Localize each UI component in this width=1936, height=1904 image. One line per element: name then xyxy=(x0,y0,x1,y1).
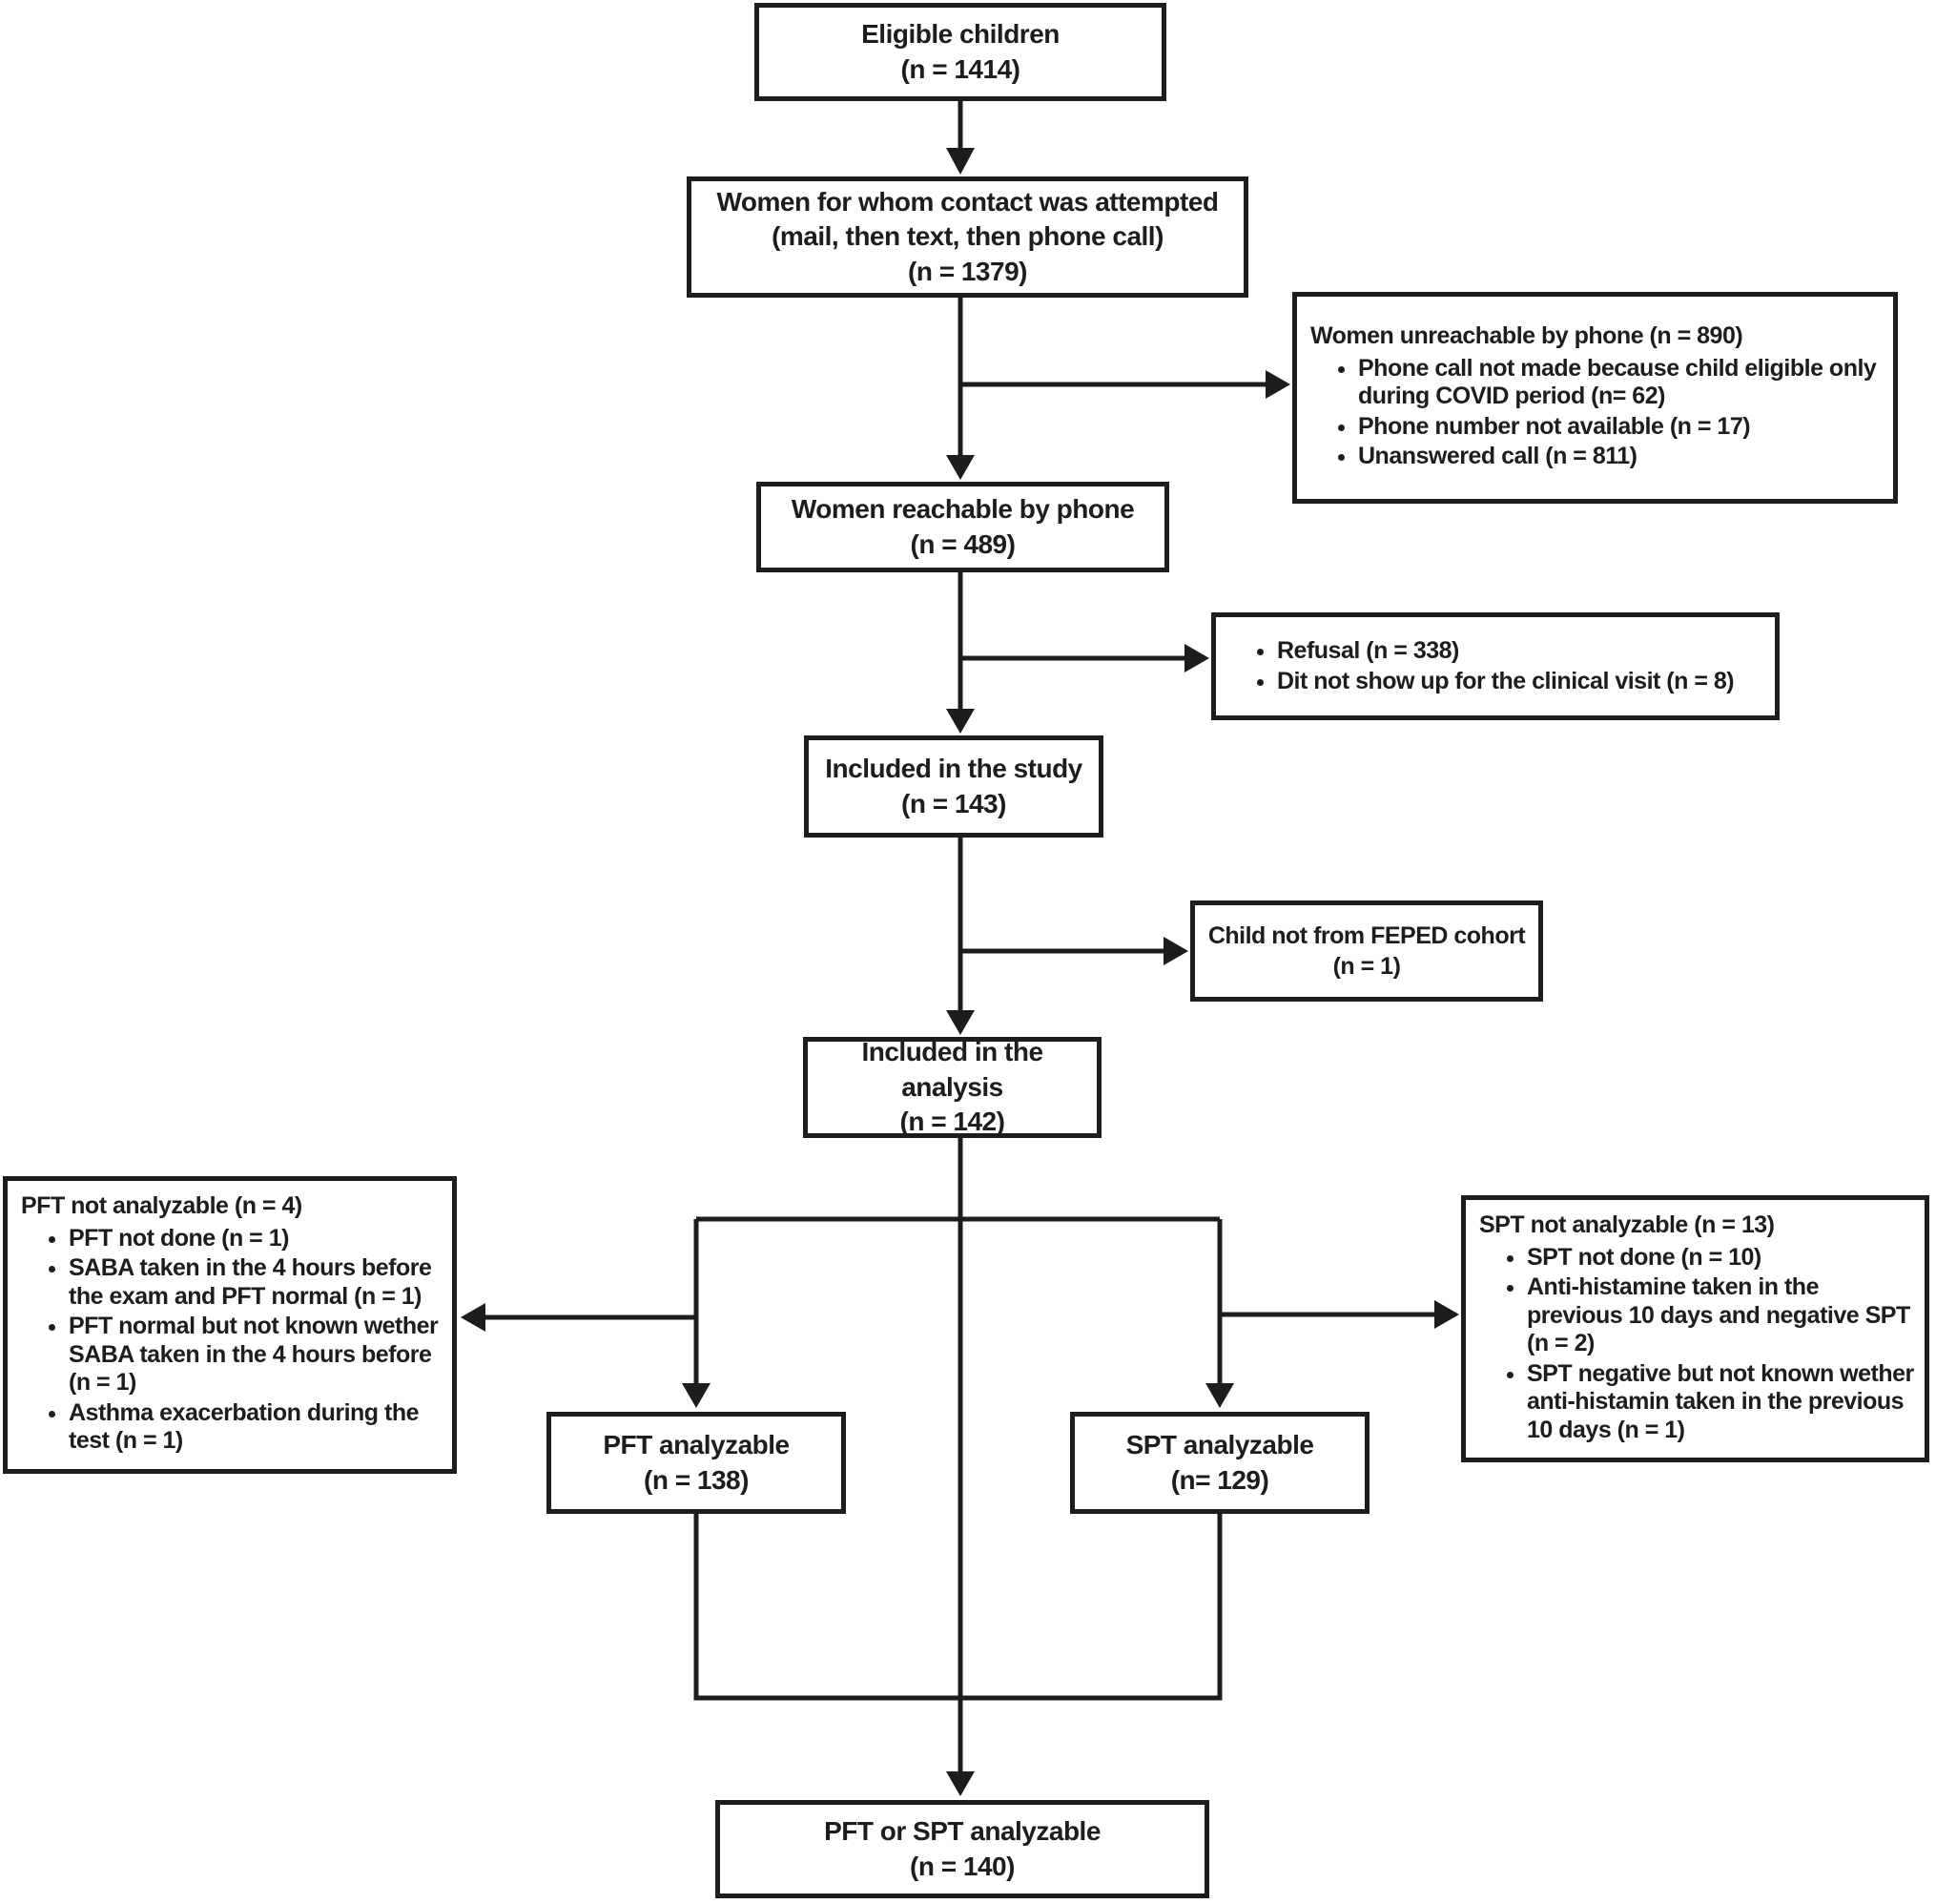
bullet-list xyxy=(1227,635,1765,697)
connector-reachable-to-included-study xyxy=(946,572,1209,734)
box-title: SPT analyzable xyxy=(1125,1430,1314,1460)
connector-left-branch xyxy=(461,1219,711,1408)
bullet-item: • PFT not done (n = 1) xyxy=(69,1225,443,1253)
box-included-analysis xyxy=(803,1037,1102,1138)
box-refusal xyxy=(1211,612,1780,720)
box-pft-not-analyzable xyxy=(3,1176,457,1474)
bullet-item: • Unanswered call (n = 811) xyxy=(1358,443,1884,471)
bullet-list xyxy=(1308,353,1884,473)
bullet-item: • Asthma exacerbation during the test (n = 1) xyxy=(69,1399,443,1456)
box-heading: PFT not analyzable (n = 4) xyxy=(21,1192,302,1219)
box-count: (n = 140) xyxy=(910,1851,1015,1881)
box-count: (n = 1414) xyxy=(900,53,1020,84)
bullet-list xyxy=(1477,1242,1915,1447)
box-count: (n = 1) xyxy=(1332,953,1401,980)
box-title: Child not from FEPED cohort xyxy=(1207,921,1526,949)
connector-eligible-to-contact xyxy=(946,101,975,175)
box-title: PFT analyzable xyxy=(603,1430,790,1460)
box-title: Women for whom contact was attempted xyxy=(716,187,1219,217)
box-count: (n = 138) xyxy=(644,1464,749,1495)
bullet-item: • Refusal (n = 338) xyxy=(1277,637,1765,666)
box-spt-not-analyzable xyxy=(1461,1195,1929,1462)
box-count: (n= 129) xyxy=(1170,1464,1269,1495)
box-title: Included in the analysis xyxy=(861,1037,1043,1102)
box-heading: Women unreachable by phone (n = 890) xyxy=(1310,322,1743,350)
bullet-item: • SPT negative but not known wether anti-histamin taken in the previous 10 days (n = 1) xyxy=(1527,1360,1915,1445)
box-eligible-children xyxy=(754,3,1166,101)
box-contact-attempted xyxy=(687,176,1248,298)
box-count: (n = 142) xyxy=(899,1107,1005,1137)
box-spt-analyzable xyxy=(1070,1412,1370,1514)
box-count: (n = 143) xyxy=(901,788,1006,818)
bullet-item: • Dit not show up for the clinical visit (n = 8) xyxy=(1277,668,1765,696)
bullet-item: • SABA taken in the 4 hours before the exam and PFT normal (n = 1) xyxy=(69,1254,443,1311)
bullet-item: • SPT not done (n = 10) xyxy=(1527,1244,1915,1273)
box-title: Women reachable by phone xyxy=(791,494,1135,525)
box-women-unreachable xyxy=(1292,292,1898,504)
box-pft-analyzable xyxy=(546,1412,846,1514)
box-included-study xyxy=(804,735,1103,838)
box-subtitle: (mail, then text, then phone call) xyxy=(772,221,1164,252)
box-title: Included in the study xyxy=(825,754,1082,784)
box-count: (n = 1379) xyxy=(908,256,1027,286)
box-not-feped xyxy=(1190,900,1543,1002)
bullet-item: • PFT normal but not known wether SABA taken in the 4 hours before (n = 1) xyxy=(69,1313,443,1397)
connector-included-study-to-analysis xyxy=(946,838,1188,1035)
box-women-reachable xyxy=(756,482,1169,572)
box-title: Eligible children xyxy=(861,19,1060,50)
box-heading: SPT not analyzable (n = 13) xyxy=(1479,1211,1775,1238)
connector-contact-to-reachable xyxy=(946,272,1290,480)
box-final xyxy=(715,1800,1209,1898)
bullet-item: • Phone call not made because child eligible only during COVID period (n= 62) xyxy=(1358,355,1884,411)
bullet-list xyxy=(19,1223,443,1458)
box-title: PFT or SPT analyzable xyxy=(824,1816,1101,1847)
bullet-item: • Phone number not available (n = 17) xyxy=(1358,413,1884,442)
box-count: (n = 489) xyxy=(910,528,1016,559)
bullet-item: • Anti-histamine taken in the previous 10 days and negative SPT (n = 2) xyxy=(1527,1273,1915,1358)
connector-right-branch xyxy=(1205,1219,1459,1408)
